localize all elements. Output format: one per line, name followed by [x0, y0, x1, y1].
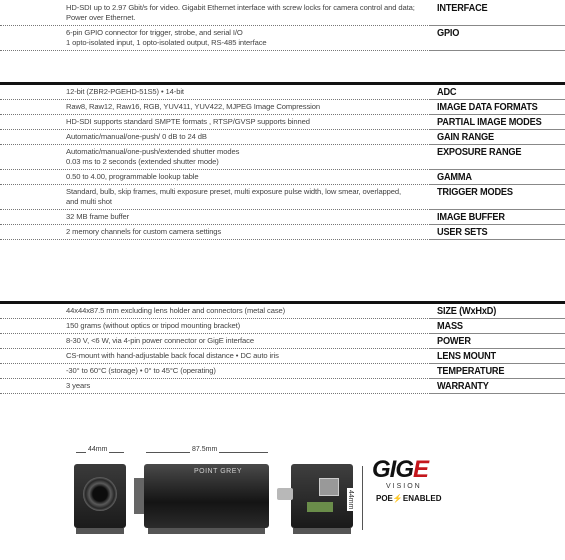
spec-value-line: 150 grams (without optics or tripod mounting bracket) — [66, 321, 241, 330]
spec-value — [66, 147, 416, 167]
gige-vision-logo — [372, 456, 444, 516]
spec-label: MASS — [437, 321, 463, 332]
spec-value-line: 3 years — [66, 381, 91, 390]
spec-row — [0, 350, 565, 364]
spec-label: TRIGGER MODES — [437, 187, 513, 198]
spec-label: TEMPERATURE — [437, 366, 505, 377]
spec-value-line: 1 opto-isolated input, 1 opto-isolated output, RS-485 interface — [66, 38, 267, 47]
spec-row — [0, 335, 565, 349]
gpio-connector-icon — [307, 502, 333, 512]
spec-value — [66, 3, 416, 23]
spec-value — [66, 87, 416, 97]
spec-label: GPIO — [437, 28, 460, 39]
spec-row — [0, 146, 565, 170]
spec-value-line: 2 memory channels for custom camera settings — [66, 227, 222, 236]
row-divider-dotted — [0, 363, 430, 364]
row-divider-dotted — [0, 348, 430, 349]
spec-row — [0, 226, 565, 240]
spec-row — [0, 116, 565, 130]
spec-label: INTERFACE — [437, 3, 488, 14]
brand-label: POINT GREY — [194, 468, 243, 475]
camera-back-image — [291, 464, 353, 528]
row-divider-dotted — [0, 144, 430, 145]
row-divider-dotted — [0, 318, 430, 319]
camera-base — [293, 528, 351, 534]
row-divider-dotted — [0, 25, 430, 26]
spec-value-line: 0.50 to 4.00, programmable lookup table — [66, 172, 199, 181]
row-divider-solid — [430, 239, 565, 240]
row-divider-solid — [430, 50, 565, 51]
spec-row — [0, 186, 565, 210]
spec-row — [0, 211, 565, 225]
spec-row — [0, 131, 565, 145]
row-divider-dotted — [0, 99, 430, 100]
spec-value-line: Automatic/manual/one-push/ 0 dB to 24 dB — [66, 132, 207, 141]
spec-value — [66, 187, 416, 207]
logo-main-accent: E — [413, 456, 429, 483]
spec-label: USER SETS — [437, 227, 488, 238]
dimension-back-label: 44mm — [347, 490, 354, 510]
spec-value — [66, 366, 416, 376]
row-divider-dotted — [0, 129, 430, 130]
spec-label: SIZE (WxHxD) — [437, 306, 497, 317]
camera-front-image — [74, 464, 126, 528]
spec-label: WARRANTY — [437, 381, 489, 392]
section-divider — [0, 82, 565, 85]
row-divider-dotted — [0, 333, 430, 334]
row-divider-solid — [430, 393, 565, 394]
row-divider-solid — [430, 144, 565, 145]
spec-value — [66, 321, 416, 331]
row-divider-dotted — [0, 393, 430, 394]
spec-label: EXPOSURE RANGE — [437, 147, 522, 158]
row-divider-solid — [430, 169, 565, 170]
row-divider-dotted — [0, 169, 430, 170]
row-divider-solid — [430, 209, 565, 210]
spec-label: GAIN RANGE — [437, 132, 494, 143]
spec-row — [0, 86, 565, 100]
spec-label: PARTIAL IMAGE MODES — [437, 117, 542, 128]
dimension-line-back — [362, 466, 363, 530]
row-divider-solid — [430, 99, 565, 100]
row-divider-dotted — [0, 114, 430, 115]
row-divider-solid — [430, 318, 565, 319]
row-divider-dotted — [0, 239, 430, 240]
spec-value — [66, 381, 416, 391]
row-divider-solid — [430, 224, 565, 225]
spec-value-line: Raw8, Raw12, Raw16, RGB, YUV411, YUV422, MJPEG Image Compression — [66, 102, 321, 111]
spec-label: ADC — [437, 87, 457, 98]
camera-photos — [66, 444, 556, 554]
spec-label: GAMMA — [437, 172, 472, 183]
spec-row — [0, 27, 565, 51]
spec-value — [66, 227, 416, 237]
logo-main — [372, 456, 428, 484]
spec-value-line: HD-SDI supports standard SMPTE formats , RTSP/GVSP supports binned — [66, 117, 310, 126]
spec-value-line: 44x44x87.5 mm excluding lens holder and connectors (metal case) — [66, 306, 286, 315]
spec-label: IMAGE DATA FORMATS — [437, 102, 538, 113]
spec-value — [66, 351, 416, 361]
spec-row — [0, 2, 565, 26]
spec-value — [66, 336, 416, 346]
section-divider — [0, 301, 565, 304]
spec-value — [66, 28, 416, 48]
camera-base — [148, 528, 265, 534]
spec-value — [66, 132, 416, 142]
spec-value-line: Power over Ethernet. — [66, 13, 136, 22]
row-divider-dotted — [0, 50, 430, 51]
poe-enabled-text: POE⚡ENABLED — [376, 494, 442, 503]
spec-row — [0, 365, 565, 379]
spec-value — [66, 102, 416, 112]
spec-row — [0, 380, 565, 394]
row-divider-solid — [430, 129, 565, 130]
spec-label: IMAGE BUFFER — [437, 212, 505, 223]
logo-sub-text: VISION — [386, 483, 422, 490]
row-divider-dotted — [0, 224, 430, 225]
spec-value — [66, 117, 416, 127]
row-divider-solid — [430, 114, 565, 115]
row-divider-dotted — [0, 378, 430, 379]
row-divider-solid — [430, 348, 565, 349]
spec-value — [66, 212, 416, 222]
camera-side-image — [144, 464, 269, 528]
spec-label: POWER — [437, 336, 471, 347]
dimension-front-label: 44mm — [88, 446, 108, 453]
spec-value-line: Standard, bulb, skip frames, multi exposure preset, multi exposure pulse width, low smear, overlapped, — [66, 187, 402, 196]
spec-row — [0, 320, 565, 334]
spec-value-line: 0.03 ms to 2 seconds (extended shutter mode) — [66, 157, 219, 166]
spec-value-line: HD-SDI up to 2.97 Gbit/s for video. Gigabit Ethernet interface with screw locks for camera control and data; — [66, 3, 415, 12]
camera-base — [76, 528, 124, 534]
row-divider-solid — [430, 378, 565, 379]
spec-value-line: and multi shot — [66, 197, 112, 206]
spec-value-line: 8-30 V, <6 W, via 4-pin power connector or GigE interface — [66, 336, 254, 345]
ethernet-port-icon — [319, 478, 339, 496]
row-divider-solid — [430, 25, 565, 26]
spec-row — [0, 305, 565, 319]
row-divider-solid — [430, 363, 565, 364]
spec-row — [0, 101, 565, 115]
row-divider-solid — [430, 333, 565, 334]
logo-main-text: GIG — [372, 456, 414, 483]
spec-value-line: Automatic/manual/one-push/extended shutter modes — [66, 147, 240, 156]
spec-label: LENS MOUNT — [437, 351, 496, 362]
spec-value-line: CS-mount with hand-adjustable back focal distance • DC auto iris — [66, 351, 279, 360]
row-divider-solid — [430, 184, 565, 185]
spec-value-line: -30° to 60°C (storage) • 0° to 45°C (operating) — [66, 366, 216, 375]
spec-value-line: 32 MB frame buffer — [66, 212, 130, 221]
lens-mount — [134, 478, 144, 514]
spec-value — [66, 172, 416, 182]
row-divider-dotted — [0, 184, 430, 185]
dimension-side-label: 87.5mm — [192, 446, 218, 453]
spec-value — [66, 306, 416, 316]
lens-icon — [83, 477, 117, 511]
spec-value-line: 12-bit (ZBR2-PGEHD-51S5) • 14-bit — [66, 87, 184, 96]
spec-row — [0, 171, 565, 185]
spec-value-line: 6-pin GPIO connector for trigger, strobe, and serial I/O — [66, 28, 243, 37]
bnc-connector-icon — [277, 488, 293, 500]
row-divider-dotted — [0, 209, 430, 210]
